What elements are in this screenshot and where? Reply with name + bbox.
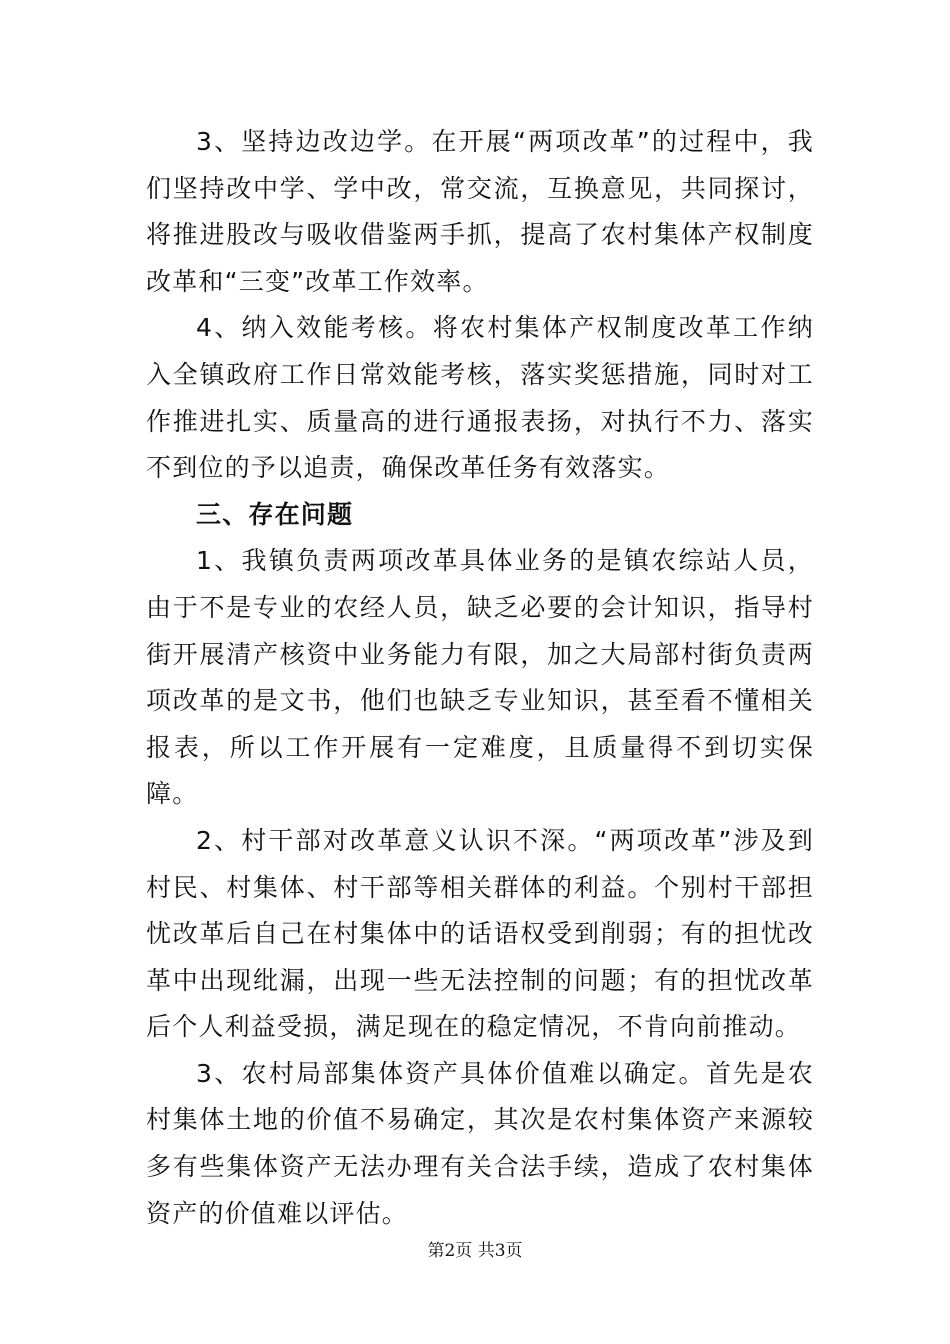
document-body <box>146 119 814 1237</box>
problem-item-3: 3、农村局部集体资产具体价值难以确定。首先是农村集体土地的价值不易确定，其次是农村集体资产来源较多有些集体资产无法办理有关合法手续，造成了农村集体资产的价值难以评估。 <box>146 1058 814 1228</box>
paragraph-efficiency-assessment: 4、纳入效能考核。将农村集体产权制度改革工作纳入全镇政府工作日常效能考核，落实奖惩措施，同时对工作推进扎实、质量高的进行通报表扬，对执行不力、落实不到位的予以追责，确保改革任务有效落实。 <box>146 313 814 483</box>
paragraph-learn-while-reforming: 3、坚持边改边学。在开展“两项改革”的过程中，我们坚持改中学、学中改，常交流，互换意见，共同探讨，将推进股改与吸收借鉴两手抓，提高了农村集体产权制度改革和“三变”改革工作效率。 <box>146 127 814 296</box>
page-number-footer: 第2页 共3页 <box>427 1241 523 1261</box>
section-heading-problems: 三、存在问题 <box>196 499 354 529</box>
problem-item-2: 2、村干部对改革意义认识不深。“两项改革”涉及到村民、村集体、村干部等相关群体的利益。个别村干部担忧改革后自己在村集体中的话语权受到削弱；有的担忧改革中出现纰漏，出现一些无法控制的问题；有的担忧改革后个人利益受损，满足现在的稳定情况，不肯向前推动。 <box>146 825 814 1042</box>
problem-item-1: 1、我镇负责两项改革具体业务的是镇农综站人员，由于不是专业的农经人员，缺乏必要的会计知识，指导村街开展清产核资中业务能力有限，加之大局部村街负责两项改革的是文书，他们也缺乏专业知识，甚至看不懂相关报表，所以工作开展有一定难度，且质量得不到切实保障。 <box>146 546 814 809</box>
